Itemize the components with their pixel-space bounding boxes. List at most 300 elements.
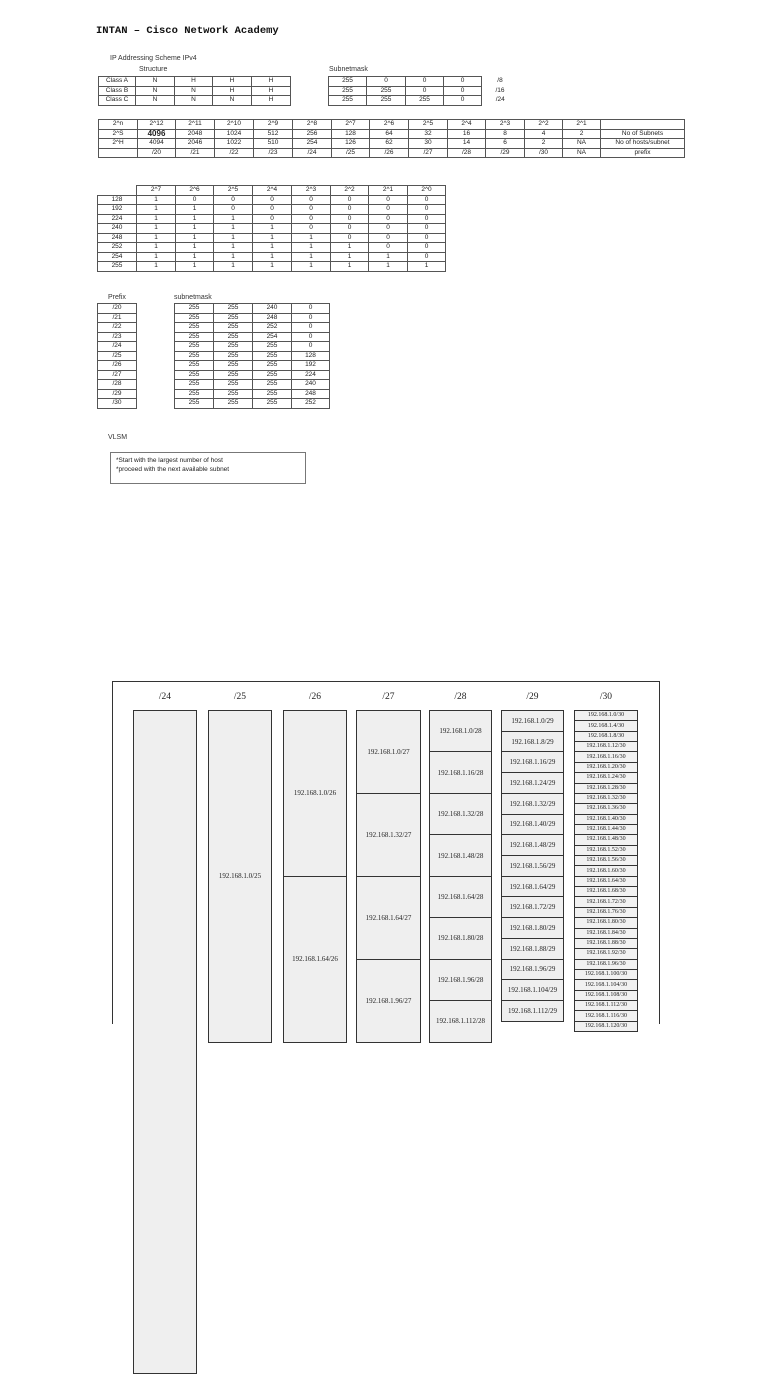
mask-octet-cell: 255 <box>175 370 214 380</box>
mask-octet-cell: 252 <box>253 323 292 333</box>
bit-cell: 1 <box>137 233 176 243</box>
bit-cell: 1 <box>137 262 176 272</box>
subnet-block: 192.168.1.96/30 <box>574 959 638 970</box>
powers-cell: /29 <box>486 148 525 158</box>
bits-row <box>98 224 446 234</box>
mask-octet-cell: 224 <box>292 370 330 380</box>
class-name-cell: Class A <box>99 77 136 87</box>
powers-cell: 2^5 <box>409 120 448 130</box>
mask-cell: 0 <box>444 77 482 87</box>
prefix-cell: /23 <box>98 332 137 342</box>
powers-cell: /28 <box>448 148 486 158</box>
powers-cell: NA <box>563 148 601 158</box>
bit-header-cell: 2^0 <box>408 186 446 196</box>
subnet-block: 192.168.1.72/30 <box>574 896 638 907</box>
prefix-cell: /28 <box>98 380 137 390</box>
mask-octet-cell: 255 <box>175 332 214 342</box>
powers-cell: /20 <box>138 148 176 158</box>
subnet-block: 192.168.1.104/30 <box>574 979 638 990</box>
prefix-cell: /20 <box>98 304 137 314</box>
mask-octet-cell: 255 <box>175 380 214 390</box>
powers-cell: 128 <box>332 129 370 139</box>
tree-column-header: /28 <box>454 692 467 702</box>
mask-octet-cell: 240 <box>253 304 292 314</box>
prefix-row <box>98 361 330 371</box>
bit-cell: 1 <box>176 205 214 215</box>
subnet-block: 192.168.1.28/30 <box>574 783 638 794</box>
bit-cell: 0 <box>292 195 331 205</box>
bit-cell: 1 <box>292 262 331 272</box>
powers-cell: 30 <box>409 139 448 149</box>
structure-cell: H <box>252 77 291 87</box>
bit-cell: 1 <box>137 243 176 253</box>
mask-octet-cell: 255 <box>253 351 292 361</box>
mask-octet-cell: 255 <box>214 361 253 371</box>
mask-cell: 255 <box>329 86 367 96</box>
mask-octet-cell: 240 <box>292 380 330 390</box>
gap-cell <box>137 351 175 361</box>
subnet-block: 192.168.1.108/30 <box>574 990 638 1001</box>
subnet-block: 192.168.1.32/30 <box>574 793 638 804</box>
mask-cell: 0 <box>444 86 482 96</box>
bit-cell: 1 <box>214 224 253 234</box>
powers-cell: 14 <box>448 139 486 149</box>
subnet-block: 192.168.1.96/28 <box>429 959 492 1001</box>
mask-octet-cell: 255 <box>214 389 253 399</box>
mask-octet-cell: 255 <box>214 323 253 333</box>
mask-octet-cell: 255 <box>214 380 253 390</box>
prefix-row <box>98 304 330 314</box>
powers-cell: 4094 <box>138 139 176 149</box>
tree-column-header: /25 <box>233 692 247 702</box>
powers-cell: 1024 <box>215 129 254 139</box>
subnet-block: 192.168.1.64/30 <box>574 876 638 887</box>
bit-cell: 0 <box>214 205 253 215</box>
powers-cell: /25 <box>332 148 370 158</box>
powers-cell: 2^11 <box>176 120 215 130</box>
powers-cell: 2^8 <box>293 120 332 130</box>
subnet-block: 192.168.1.64/29 <box>501 876 564 898</box>
structure-cell: N <box>175 96 213 106</box>
bit-cell: 1 <box>292 252 331 262</box>
powers-cell: 510 <box>254 139 293 149</box>
structure-cell: H <box>213 86 252 96</box>
powers-cell: 64 <box>370 129 409 139</box>
mask-cell: 0 <box>406 86 444 96</box>
structure-cell: N <box>136 96 175 106</box>
subnet-block: 192.168.1.8/29 <box>501 731 564 753</box>
prefix-cell: /22 <box>98 323 137 333</box>
subnet-block: 192.168.1.48/29 <box>501 834 564 856</box>
subnet-block: 192.168.1.24/30 <box>574 772 638 783</box>
mask-octet-cell: 255 <box>175 351 214 361</box>
bit-cell: 0 <box>369 233 408 243</box>
subnet-block: 192.168.1.36/30 <box>574 803 638 814</box>
mask-octet-cell: 248 <box>292 389 330 399</box>
mask-octet-cell: 255 <box>253 361 292 371</box>
prefix-row <box>98 399 330 409</box>
bit-cell: 1 <box>137 195 176 205</box>
bit-cell: 1 <box>331 252 369 262</box>
powers-cell: 254 <box>293 139 332 149</box>
gap-cell <box>137 332 175 342</box>
powers-cell: 2^9 <box>254 120 293 130</box>
subnet-block: 192.168.1.112/30 <box>574 1000 638 1011</box>
subnet-block: 192.168.1.88/30 <box>574 938 638 949</box>
mask-octet-cell: 255 <box>253 370 292 380</box>
bit-cell: 1 <box>214 214 253 224</box>
gap-cell <box>291 96 329 106</box>
prefix-label: Prefix <box>108 294 126 301</box>
mask-octet-cell: 255 <box>214 313 253 323</box>
mask-cell: 0 <box>367 77 406 87</box>
vlsm-label: VLSM <box>108 434 128 441</box>
bit-cell: 0 <box>292 224 331 234</box>
bit-cell: 0 <box>253 205 292 215</box>
powers-cell: 2^1 <box>563 120 601 130</box>
ipv4-class-row <box>99 86 519 96</box>
bits-row <box>98 233 446 243</box>
subnet-block: 192.168.1.44/30 <box>574 824 638 835</box>
structure-cell: N <box>136 77 175 87</box>
bit-cell: 1 <box>176 252 214 262</box>
subnet-block: 192.168.1.0/25 <box>208 710 272 1043</box>
ipv4-caption: IP Addressing Scheme IPv4 <box>110 55 197 62</box>
structure-label: Structure <box>139 66 168 73</box>
mask-cell: 255 <box>406 96 444 106</box>
subnet-tree <box>112 681 660 1029</box>
bits-row <box>98 243 446 253</box>
bit-cell: 1 <box>253 243 292 253</box>
mask-cell: 0 <box>444 96 482 106</box>
bit-header-cell: 2^1 <box>369 186 408 196</box>
subnet-block: 192.168.1.0/29 <box>501 710 564 732</box>
mask-octet-cell: 255 <box>175 342 214 352</box>
bit-cell: 0 <box>369 243 408 253</box>
bit-cell: 1 <box>331 243 369 253</box>
prefix-cell: /27 <box>98 370 137 380</box>
subnet-block: 192.168.1.52/30 <box>574 845 638 856</box>
prefix-row <box>98 323 330 333</box>
bit-cell: 1 <box>292 243 331 253</box>
mask-octet-cell: 254 <box>253 332 292 342</box>
powers-cell: /21 <box>176 148 215 158</box>
mask-octet-cell: 128 <box>292 351 330 361</box>
prefix-cell: /26 <box>98 361 137 371</box>
mask-octet-cell: 255 <box>175 313 214 323</box>
powers-cell: 8 <box>486 129 525 139</box>
prefix-row <box>98 313 330 323</box>
powers-cell: 2046 <box>176 139 215 149</box>
bit-cell: 1 <box>253 233 292 243</box>
vlsm-note-line-2: *proceed with the next available subnet <box>116 466 230 473</box>
powers-cell: /24 <box>293 148 332 158</box>
structure-cell: N <box>213 96 252 106</box>
powers-cell: No of hosts/subnet <box>601 139 685 149</box>
bit-cell: 0 <box>176 195 214 205</box>
mask-octet-cell: 255 <box>175 304 214 314</box>
bit-cell: 1 <box>292 233 331 243</box>
structure-cell: N <box>175 86 213 96</box>
bits-row <box>98 205 446 215</box>
bit-cell: 0 <box>369 214 408 224</box>
tree-column-header: /30 <box>599 692 613 702</box>
bit-header-cell: 2^5 <box>214 186 253 196</box>
ipv4-class-table <box>98 76 519 106</box>
structure-cell: N <box>136 86 175 96</box>
subnet-block: 192.168.1.92/30 <box>574 948 638 959</box>
subnet-block: 192.168.1.112/29 <box>501 1000 564 1022</box>
structure-cell: H <box>175 77 213 87</box>
subnet-block <box>133 710 197 1374</box>
bits-row <box>98 252 446 262</box>
mask-octet-cell: 0 <box>292 304 330 314</box>
ipv4-class-row <box>99 96 519 106</box>
bit-header-cell: 2^6 <box>176 186 214 196</box>
bits-table <box>97 185 446 272</box>
bits-row <box>98 195 446 205</box>
bit-cell: 1 <box>137 214 176 224</box>
subnet-block: 192.168.1.40/30 <box>574 814 638 825</box>
mask-octet-cell: 0 <box>292 323 330 333</box>
bit-cell: 1 <box>137 252 176 262</box>
bit-cell: 0 <box>408 214 446 224</box>
powers-cell: 32 <box>409 129 448 139</box>
powers-cell: 2^4 <box>448 120 486 130</box>
subnet-block: 192.168.1.68/30 <box>574 886 638 897</box>
octet-value-cell: 254 <box>98 252 137 262</box>
subnet-block: 192.168.1.0/26 <box>283 710 347 877</box>
prefix-row <box>98 351 330 361</box>
structure-cell: H <box>252 86 291 96</box>
bit-cell: 1 <box>253 252 292 262</box>
page-title: INTAN – Cisco Network Academy <box>96 25 279 37</box>
bit-cell: 1 <box>176 214 214 224</box>
bit-cell: 0 <box>369 195 408 205</box>
subnet-block: 192.168.1.0/28 <box>429 710 492 752</box>
bit-header-cell: 2^2 <box>331 186 369 196</box>
octet-value-cell: 128 <box>98 195 137 205</box>
powers-cell: 6 <box>486 139 525 149</box>
mask-cell: 255 <box>329 77 367 87</box>
tree-column <box>283 710 347 1110</box>
subnet-block: 192.168.1.96/27 <box>356 959 421 1043</box>
gap-cell <box>137 361 175 371</box>
mask-octet-cell: 0 <box>292 313 330 323</box>
powers-cell: 1022 <box>215 139 254 149</box>
bit-cell: 1 <box>176 224 214 234</box>
prefix-subnetmask-label: subnetmask <box>174 294 212 301</box>
bits-row <box>98 262 446 272</box>
powers-table <box>98 119 685 158</box>
tree-column <box>356 710 421 1110</box>
mask-cell: 255 <box>367 86 406 96</box>
subnet-block: 192.168.1.80/30 <box>574 917 638 928</box>
subnet-block: 192.168.1.120/30 <box>574 1021 638 1032</box>
prefix-row <box>98 389 330 399</box>
subnet-block: 192.168.1.16/28 <box>429 751 492 793</box>
bit-header-cell: 2^4 <box>253 186 292 196</box>
prefix-row <box>98 342 330 352</box>
subnet-block: 192.168.1.56/29 <box>501 855 564 877</box>
subnet-block: 192.168.1.88/29 <box>501 938 564 960</box>
mask-octet-cell: 255 <box>253 399 292 409</box>
subnet-block: 192.168.1.60/30 <box>574 865 638 876</box>
bit-cell: 0 <box>369 205 408 215</box>
mask-octet-cell: 192 <box>292 361 330 371</box>
prefix-cell: /30 <box>98 399 137 409</box>
powers-cell: 2^12 <box>138 120 176 130</box>
octet-value-cell: 240 <box>98 224 137 234</box>
subnet-block: 192.168.1.96/29 <box>501 959 564 981</box>
powers-cell: 2^10 <box>215 120 254 130</box>
powers-cell: 4 <box>525 129 563 139</box>
subnet-block: 192.168.1.104/29 <box>501 979 564 1001</box>
powers-cell: /22 <box>215 148 254 158</box>
bits-row <box>98 214 446 224</box>
bit-cell: 1 <box>408 262 446 272</box>
subnet-block: 192.168.1.8/30 <box>574 731 638 742</box>
subnet-block: 192.168.1.32/27 <box>356 793 421 877</box>
powers-cell: 512 <box>254 129 293 139</box>
powers-cell <box>99 148 138 158</box>
powers-cell: 2^n <box>99 120 138 130</box>
vlsm-note-line-1: *Start with the largest number of host <box>116 457 223 464</box>
octet-value-cell: 252 <box>98 243 137 253</box>
subnet-block: 192.168.1.16/29 <box>501 751 564 773</box>
powers-cell: 62 <box>370 139 409 149</box>
bit-cell: 0 <box>253 195 292 205</box>
subnetmask-label: Subnetmask <box>329 66 368 73</box>
bit-header-cell: 2^3 <box>292 186 331 196</box>
bit-cell: 1 <box>253 262 292 272</box>
bit-cell: 0 <box>408 224 446 234</box>
powers-cell: /27 <box>409 148 448 158</box>
subnet-block: 192.168.1.16/30 <box>574 751 638 762</box>
subnet-block: 192.168.1.48/30 <box>574 834 638 845</box>
subnet-block: 192.168.1.80/29 <box>501 917 564 939</box>
powers-cell: 2048 <box>176 129 215 139</box>
prefix-cell: /24 <box>98 342 137 352</box>
prefix-cell: /24 <box>495 96 505 104</box>
bit-cell: 0 <box>408 195 446 205</box>
octet-value-cell: 192 <box>98 205 137 215</box>
bit-cell: 0 <box>331 205 369 215</box>
subnet-block: 192.168.1.0/27 <box>356 710 421 794</box>
bit-cell: 0 <box>331 224 369 234</box>
prefix-cell: /29 <box>98 389 137 399</box>
subnet-block: 192.168.1.12/30 <box>574 741 638 752</box>
gap-cell <box>137 323 175 333</box>
powers-cell: 2^2 <box>525 120 563 130</box>
class-name-cell: Class B <box>99 86 136 96</box>
bits-header-row <box>98 186 446 196</box>
mask-octet-cell: 255 <box>214 342 253 352</box>
subnet-block: 192.168.1.72/29 <box>501 896 564 918</box>
bit-cell: 0 <box>292 214 331 224</box>
powers-cell: 2^S <box>99 129 138 139</box>
bit-cell: 1 <box>369 252 408 262</box>
powers-cell: 2^3 <box>486 120 525 130</box>
subnet-block: 192.168.1.76/30 <box>574 907 638 918</box>
mask-octet-cell: 248 <box>253 313 292 323</box>
powers-cell: 2 <box>563 129 601 139</box>
powers-cell: /26 <box>370 148 409 158</box>
gap-cell <box>137 304 175 314</box>
bit-cell: 1 <box>176 233 214 243</box>
tree-column-header: /29 <box>526 692 539 702</box>
tree-column <box>501 710 564 1110</box>
mask-octet-cell: 255 <box>214 370 253 380</box>
bit-cell: 1 <box>214 262 253 272</box>
bit-cell: 0 <box>408 243 446 253</box>
gap-cell <box>137 370 175 380</box>
prefix-cell: /16 <box>495 86 505 94</box>
bit-cell: 1 <box>331 262 369 272</box>
powers-cell: /23 <box>254 148 293 158</box>
subnet-block: 192.168.1.20/30 <box>574 762 638 773</box>
powers-cell: /30 <box>525 148 563 158</box>
gap-cell <box>137 389 175 399</box>
prefix-row <box>98 380 330 390</box>
bit-cell: 0 <box>369 224 408 234</box>
prefix-row <box>98 332 330 342</box>
subnet-block: 192.168.1.32/28 <box>429 793 492 835</box>
bit-cell: 0 <box>408 252 446 262</box>
powers-cell: No of Subnets <box>601 129 685 139</box>
prefix-cell: /21 <box>98 313 137 323</box>
tree-column-header: /27 <box>382 692 395 702</box>
prefix-table <box>97 303 330 409</box>
ipv4-class-row <box>99 77 519 87</box>
powers-cell: prefix <box>601 148 685 158</box>
bit-cell: 0 <box>331 233 369 243</box>
mask-octet-cell: 255 <box>214 332 253 342</box>
mask-octet-cell: 255 <box>175 323 214 333</box>
powers-cell: 2^7 <box>332 120 370 130</box>
prefix-cell: /8 <box>497 77 503 85</box>
prefix-cell: /25 <box>98 351 137 361</box>
bit-cell: 1 <box>214 252 253 262</box>
gap-cell <box>291 77 329 87</box>
bit-cell: 1 <box>176 262 214 272</box>
vlsm-note-box <box>110 452 306 484</box>
mask-octet-cell: 255 <box>214 351 253 361</box>
class-name-cell: Class C <box>99 96 136 106</box>
mask-octet-cell: 255 <box>253 380 292 390</box>
subnet-block: 192.168.1.64/27 <box>356 876 421 960</box>
subnet-block: 192.168.1.24/29 <box>501 772 564 794</box>
mask-cell: 255 <box>367 96 406 106</box>
subnet-block: 192.168.1.84/30 <box>574 928 638 939</box>
mask-octet-cell: 255 <box>214 399 253 409</box>
subnet-block: 192.168.1.100/30 <box>574 969 638 980</box>
tree-column <box>574 710 638 1110</box>
octet-value-cell: 248 <box>98 233 137 243</box>
powers-cell: 16 <box>448 129 486 139</box>
mask-octet-cell: 255 <box>253 342 292 352</box>
tree-column <box>429 710 492 1110</box>
gap-cell <box>137 313 175 323</box>
mask-octet-cell: 0 <box>292 332 330 342</box>
structure-cell: H <box>213 77 252 87</box>
octet-value-cell: 224 <box>98 214 137 224</box>
bit-cell: 1 <box>214 243 253 253</box>
subnet-block: 192.168.1.0/30 <box>574 710 638 721</box>
bit-cell: 1 <box>369 262 408 272</box>
powers-row <box>99 139 685 149</box>
powers-cell: NA <box>563 139 601 149</box>
